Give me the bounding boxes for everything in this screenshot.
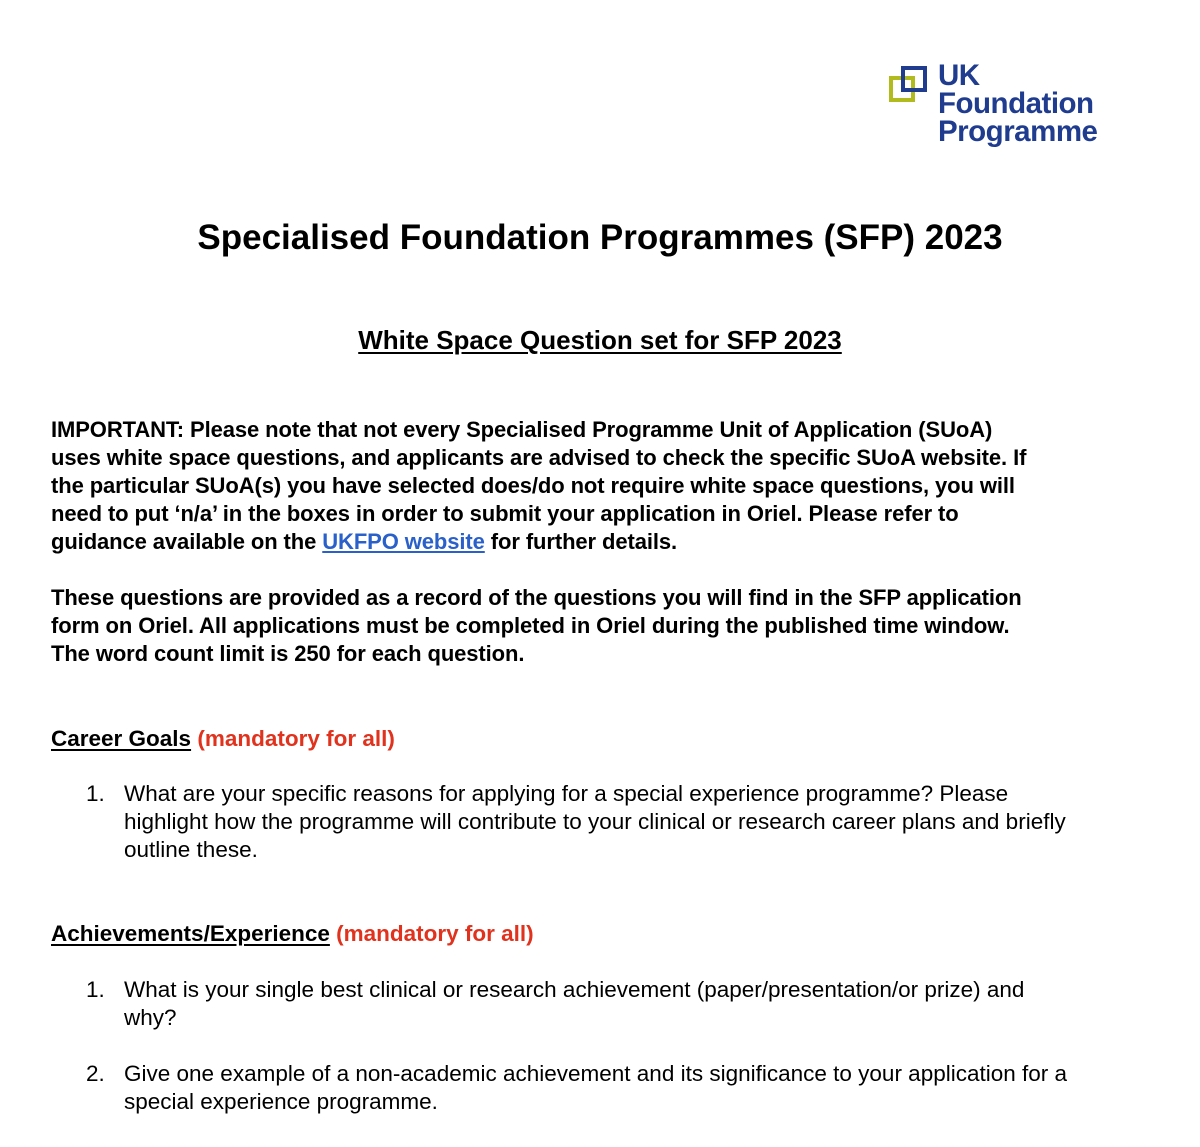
record-notice (51, 584, 1161, 668)
logo-squares-icon (888, 64, 936, 112)
important-line: the particular SUoA(s) you have selected does/do not require white space questions, you will (51, 473, 1015, 498)
important-notice (51, 416, 1161, 556)
logo-wordmark (938, 59, 1098, 148)
question-number: 2. (86, 1061, 105, 1086)
important-line: need to put ‘n/a’ in the boxes in order to submit your application in Oriel. Please refer to (51, 501, 959, 526)
ukfpo-website-link[interactable]: UKFPO website (322, 529, 485, 554)
important-line: uses white space questions, and applicants are advised to check the specific SUoA website. If (51, 445, 1027, 470)
section-heading-achievements (51, 919, 534, 949)
record-line: form on Oriel. All applications must be completed in Oriel during the published time window. (51, 613, 1010, 638)
question-line: special experience programme. (124, 1089, 438, 1114)
important-last-line-after: for further details. (484, 529, 678, 554)
question-line: why? (124, 1005, 177, 1030)
question-text (124, 780, 1066, 864)
question-text (124, 976, 1024, 1032)
uk-foundation-programme-logo (888, 59, 1138, 157)
question-line: What is your single best clinical or research achievement (paper/presentation/or prize) and (124, 977, 1025, 1002)
logo-line-programme: Programme (938, 115, 1098, 148)
section-heading-career-goals (51, 724, 395, 754)
mandatory-note: (mandatory for all) (336, 921, 534, 946)
document-title: Specialised Foundation Programmes (SFP) 2023 (197, 218, 1003, 257)
subtitle-text: White Space Question set for SFP 2023 (358, 325, 842, 355)
important-line: IMPORTANT: Please note that not every Specialised Programme Unit of Application (SUoA) (51, 417, 993, 442)
question-line: highlight how the programme will contribute to your clinical or research career plans and briefly (124, 809, 1066, 834)
question-line: What are your specific reasons for applying for a special experience programme? Please (124, 781, 1009, 806)
achievements-label: Achievements/Experience (51, 921, 330, 946)
question-number: 1. (86, 781, 105, 806)
document-subtitle (0, 322, 1200, 358)
important-last-line-before: guidance available on the (51, 529, 323, 554)
question-number: 1. (86, 977, 105, 1002)
question-line: outline these. (124, 837, 258, 862)
career-goals-label: Career Goals (51, 726, 192, 751)
question-line: Give one example of a non-academic achievement and its significance to your application for a (124, 1061, 1068, 1086)
logo-line-uk: UK (938, 59, 980, 92)
record-line: These questions are provided as a record of the questions you will find in the SFP application (51, 585, 1022, 610)
question-text (124, 1060, 1067, 1116)
logo-line-foundation: Foundation (938, 87, 1094, 120)
important-last-line (51, 528, 1161, 556)
record-line: The word count limit is 250 for each question. (51, 641, 525, 666)
mandatory-note: (mandatory for all) (197, 726, 395, 751)
